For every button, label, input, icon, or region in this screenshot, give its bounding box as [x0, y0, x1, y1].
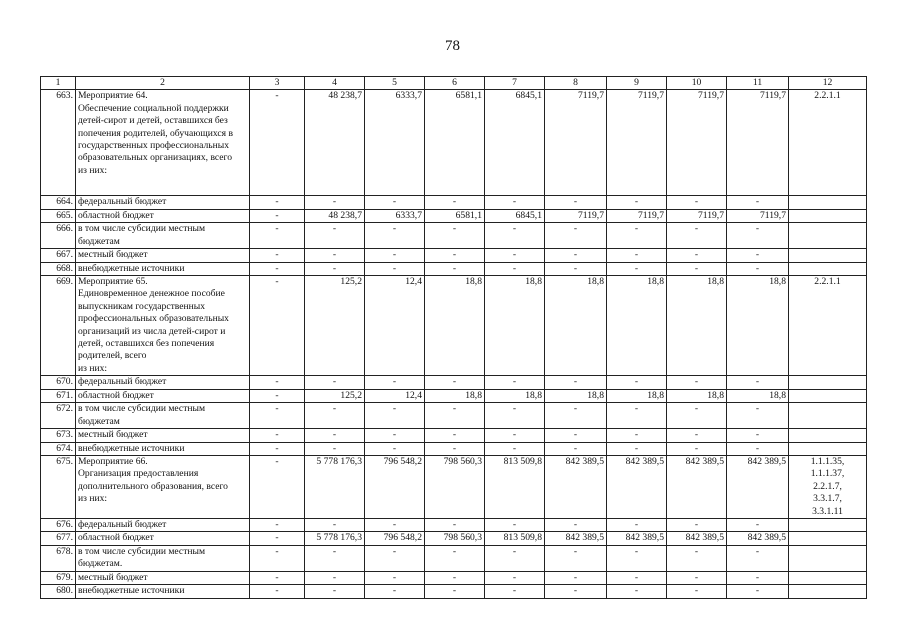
col3-cell: -: [250, 262, 305, 275]
col4-value-cell: -: [305, 442, 365, 455]
col7-value-cell: -: [485, 442, 545, 455]
col7-value-cell: -: [485, 545, 545, 571]
col8-value-cell: -: [545, 223, 607, 249]
col10-value-cell: 7119,7: [667, 209, 727, 222]
table-row: [41, 389, 867, 402]
table-row: [41, 90, 867, 196]
col11-value-cell: 842 389,5: [727, 455, 789, 518]
col3-cell: -: [250, 545, 305, 571]
col11-value-cell: -: [727, 249, 789, 262]
header-cell: 4: [305, 77, 365, 90]
col8-value-cell: 18,8: [545, 389, 607, 402]
col6-value-cell: -: [425, 545, 485, 571]
table-row: [41, 196, 867, 209]
table-row: [41, 518, 867, 531]
col10-value-cell: 842 389,5: [667, 532, 727, 545]
col10-value-cell: 7119,7: [667, 90, 727, 196]
header-cell: 3: [250, 77, 305, 90]
col8-value-cell: -: [545, 249, 607, 262]
col6-value-cell: 18,8: [425, 276, 485, 376]
col4-value-cell: -: [305, 545, 365, 571]
col5-value-cell: -: [365, 376, 425, 389]
indicator-code-cell: [789, 223, 867, 249]
col9-value-cell: -: [607, 571, 667, 584]
row-name-cell: федеральный бюджет: [76, 196, 250, 209]
header-cell: 6: [425, 77, 485, 90]
col10-value-cell: -: [667, 376, 727, 389]
col6-value-cell: 798 560,3: [425, 532, 485, 545]
col8-value-cell: -: [545, 403, 607, 429]
row-number-cell: 664.: [41, 196, 76, 209]
col10-value-cell: -: [667, 249, 727, 262]
indicator-code-cell: [789, 532, 867, 545]
col8-value-cell: -: [545, 442, 607, 455]
col4-value-cell: -: [305, 571, 365, 584]
col3-cell: -: [250, 518, 305, 531]
indicator-code-cell: [789, 403, 867, 429]
col3-cell: -: [250, 585, 305, 598]
col5-value-cell: -: [365, 196, 425, 209]
col5-value-cell: -: [365, 545, 425, 571]
row-name-cell: в том числе субсидии местным бюджетам: [76, 223, 250, 249]
col10-value-cell: -: [667, 223, 727, 249]
col5-value-cell: 12,4: [365, 276, 425, 376]
col4-value-cell: -: [305, 403, 365, 429]
page-number: 78: [445, 38, 460, 54]
header-cell: 11: [727, 77, 789, 90]
col11-value-cell: 18,8: [727, 389, 789, 402]
col11-value-cell: -: [727, 545, 789, 571]
col8-value-cell: -: [545, 429, 607, 442]
col10-value-cell: -: [667, 403, 727, 429]
col3-cell: -: [250, 276, 305, 376]
col3-cell: -: [250, 249, 305, 262]
row-number-cell: 679.: [41, 571, 76, 584]
col4-value-cell: -: [305, 249, 365, 262]
col4-value-cell: 125,2: [305, 276, 365, 376]
col9-value-cell: -: [607, 518, 667, 531]
col4-value-cell: -: [305, 429, 365, 442]
col5-value-cell: -: [365, 518, 425, 531]
col6-value-cell: -: [425, 196, 485, 209]
col6-value-cell: -: [425, 262, 485, 275]
col7-value-cell: 18,8: [485, 389, 545, 402]
col6-value-cell: -: [425, 403, 485, 429]
col11-value-cell: -: [727, 403, 789, 429]
col7-value-cell: 6845,1: [485, 90, 545, 196]
col5-value-cell: -: [365, 223, 425, 249]
header-cell: 8: [545, 77, 607, 90]
table-row: [41, 532, 867, 545]
col10-value-cell: 18,8: [667, 276, 727, 376]
header-cell: 1: [41, 77, 76, 90]
table-row: [41, 545, 867, 571]
col4-value-cell: -: [305, 376, 365, 389]
col5-value-cell: -: [365, 585, 425, 598]
indicator-code-cell: [789, 518, 867, 531]
col10-value-cell: -: [667, 442, 727, 455]
col6-value-cell: -: [425, 223, 485, 249]
col11-value-cell: 7119,7: [727, 90, 789, 196]
col11-value-cell: -: [727, 429, 789, 442]
col7-value-cell: -: [485, 249, 545, 262]
col9-value-cell: -: [607, 442, 667, 455]
row-name-cell: внебюджетные источники: [76, 262, 250, 275]
col9-value-cell: -: [607, 403, 667, 429]
col10-value-cell: 842 389,5: [667, 455, 727, 518]
col10-value-cell: -: [667, 585, 727, 598]
indicator-code-cell: [789, 249, 867, 262]
indicator-code-cell: [789, 545, 867, 571]
col6-value-cell: 18,8: [425, 389, 485, 402]
col11-value-cell: 842 389,5: [727, 532, 789, 545]
table-body: [41, 90, 867, 598]
header-cell: 10: [667, 77, 727, 90]
col4-value-cell: 5 778 176,3: [305, 532, 365, 545]
col11-value-cell: 7119,7: [727, 209, 789, 222]
budget-table: [40, 76, 867, 599]
col9-value-cell: -: [607, 223, 667, 249]
indicator-code-cell: 1.1.1.35, 1.1.1.37, 2.2.1.7, 3.3.1.7, 3.3.1.11: [789, 455, 867, 518]
table-row: [41, 376, 867, 389]
col4-value-cell: -: [305, 518, 365, 531]
col11-value-cell: -: [727, 585, 789, 598]
col8-value-cell: 842 389,5: [545, 455, 607, 518]
table-row: [41, 571, 867, 584]
col9-value-cell: -: [607, 545, 667, 571]
col11-value-cell: -: [727, 223, 789, 249]
row-name-cell: внебюджетные источники: [76, 442, 250, 455]
col4-value-cell: -: [305, 223, 365, 249]
table-row: [41, 403, 867, 429]
col5-value-cell: 6333,7: [365, 90, 425, 196]
col5-value-cell: -: [365, 429, 425, 442]
col6-value-cell: -: [425, 376, 485, 389]
indicator-code-cell: 2.2.1.1: [789, 276, 867, 376]
col7-value-cell: 813 509,8: [485, 532, 545, 545]
col8-value-cell: 7119,7: [545, 90, 607, 196]
col10-value-cell: -: [667, 518, 727, 531]
col9-value-cell: -: [607, 585, 667, 598]
col11-value-cell: -: [727, 442, 789, 455]
col6-value-cell: 798 560,3: [425, 455, 485, 518]
col5-value-cell: 12,4: [365, 389, 425, 402]
col8-value-cell: -: [545, 545, 607, 571]
table-row: [41, 429, 867, 442]
row-name-cell: местный бюджет: [76, 571, 250, 584]
col9-value-cell: 7119,7: [607, 90, 667, 196]
indicator-code-cell: [789, 389, 867, 402]
col3-cell: -: [250, 209, 305, 222]
row-number-cell: 668.: [41, 262, 76, 275]
col7-value-cell: -: [485, 585, 545, 598]
col3-cell: -: [250, 532, 305, 545]
col7-value-cell: 813 509,8: [485, 455, 545, 518]
indicator-code-cell: [789, 429, 867, 442]
col4-value-cell: -: [305, 262, 365, 275]
col3-cell: -: [250, 223, 305, 249]
col7-value-cell: -: [485, 196, 545, 209]
col3-cell: -: [250, 376, 305, 389]
col10-value-cell: -: [667, 262, 727, 275]
col7-value-cell: -: [485, 571, 545, 584]
row-name-cell: Мероприятие 65. Единовременное денежное пособие выпускникам государственных профессиональных образовательных организаций из числа детей-сирот и детей, оставшихся без попечения родителей, всего из них:: [76, 276, 250, 376]
col4-value-cell: 48 238,7: [305, 209, 365, 222]
row-number-cell: 672.: [41, 403, 76, 429]
col8-value-cell: -: [545, 571, 607, 584]
row-number-cell: 676.: [41, 518, 76, 531]
col11-value-cell: -: [727, 262, 789, 275]
row-name-cell: местный бюджет: [76, 249, 250, 262]
row-name-cell: в том числе субсидии местным бюджетам.: [76, 545, 250, 571]
row-name-cell: областной бюджет: [76, 209, 250, 222]
row-number-cell: 673.: [41, 429, 76, 442]
col8-value-cell: -: [545, 585, 607, 598]
col8-value-cell: -: [545, 196, 607, 209]
row-name-cell: местный бюджет: [76, 429, 250, 442]
indicator-code-cell: [789, 571, 867, 584]
col9-value-cell: -: [607, 262, 667, 275]
indicator-code-cell: [789, 209, 867, 222]
row-name-cell: в том числе субсидии местным бюджетам: [76, 403, 250, 429]
col9-value-cell: 7119,7: [607, 209, 667, 222]
row-number-cell: 666.: [41, 223, 76, 249]
col9-value-cell: 18,8: [607, 389, 667, 402]
row-number-cell: 675.: [41, 455, 76, 518]
col9-value-cell: 842 389,5: [607, 532, 667, 545]
indicator-code-cell: [789, 585, 867, 598]
indicator-code-cell: [789, 262, 867, 275]
col4-value-cell: 5 778 176,3: [305, 455, 365, 518]
col8-value-cell: -: [545, 376, 607, 389]
col9-value-cell: -: [607, 249, 667, 262]
col8-value-cell: 18,8: [545, 276, 607, 376]
indicator-code-cell: 2.2.1.1: [789, 90, 867, 196]
col6-value-cell: -: [425, 518, 485, 531]
header-cell: 2: [76, 77, 250, 90]
col3-cell: -: [250, 442, 305, 455]
col7-value-cell: -: [485, 403, 545, 429]
table-row: [41, 262, 867, 275]
row-name-cell: внебюджетные источники: [76, 585, 250, 598]
row-name-cell: Мероприятие 66. Организация предоставления дополнительного образования, всего из них:: [76, 455, 250, 518]
col8-value-cell: 7119,7: [545, 209, 607, 222]
table-row: [41, 276, 867, 376]
col11-value-cell: -: [727, 376, 789, 389]
table-row: [41, 209, 867, 222]
col4-value-cell: -: [305, 585, 365, 598]
row-number-cell: 680.: [41, 585, 76, 598]
col5-value-cell: 796 548,2: [365, 532, 425, 545]
col6-value-cell: 6581,1: [425, 209, 485, 222]
col4-value-cell: 48 238,7: [305, 90, 365, 196]
header-cell: 5: [365, 77, 425, 90]
col11-value-cell: -: [727, 571, 789, 584]
row-name-cell: областной бюджет: [76, 389, 250, 402]
row-number-cell: 669.: [41, 276, 76, 376]
col10-value-cell: 18,8: [667, 389, 727, 402]
col6-value-cell: -: [425, 249, 485, 262]
header-cell: 7: [485, 77, 545, 90]
col7-value-cell: -: [485, 429, 545, 442]
header-cell: 9: [607, 77, 667, 90]
row-number-cell: 670.: [41, 376, 76, 389]
col5-value-cell: -: [365, 442, 425, 455]
col8-value-cell: -: [545, 518, 607, 531]
table-row: [41, 223, 867, 249]
row-number-cell: 674.: [41, 442, 76, 455]
col7-value-cell: 18,8: [485, 276, 545, 376]
row-number-cell: 677.: [41, 532, 76, 545]
col3-cell: -: [250, 455, 305, 518]
row-number-cell: 671.: [41, 389, 76, 402]
col3-cell: -: [250, 196, 305, 209]
row-name-cell: Мероприятие 64. Обеспечение социальной поддержки детей-сирот и детей, оставшихся без попечения родителей, обучающихся в государственных профессиональных образовательных организациях, всего из них:: [76, 90, 250, 196]
col11-value-cell: 18,8: [727, 276, 789, 376]
table-row: [41, 455, 867, 518]
col7-value-cell: -: [485, 262, 545, 275]
col10-value-cell: -: [667, 571, 727, 584]
col7-value-cell: 6845,1: [485, 209, 545, 222]
row-name-cell: областной бюджет: [76, 532, 250, 545]
col6-value-cell: -: [425, 571, 485, 584]
col3-cell: -: [250, 403, 305, 429]
row-number-cell: 678.: [41, 545, 76, 571]
col10-value-cell: -: [667, 196, 727, 209]
col5-value-cell: -: [365, 249, 425, 262]
col9-value-cell: -: [607, 196, 667, 209]
col10-value-cell: -: [667, 429, 727, 442]
col7-value-cell: -: [485, 518, 545, 531]
table-row: [41, 585, 867, 598]
row-name-cell: федеральный бюджет: [76, 376, 250, 389]
col3-cell: -: [250, 571, 305, 584]
table-row: [41, 249, 867, 262]
row-number-cell: 663.: [41, 90, 76, 196]
col5-value-cell: 6333,7: [365, 209, 425, 222]
col9-value-cell: 842 389,5: [607, 455, 667, 518]
col10-value-cell: -: [667, 545, 727, 571]
indicator-code-cell: [789, 196, 867, 209]
col3-cell: -: [250, 429, 305, 442]
row-number-cell: 667.: [41, 249, 76, 262]
col11-value-cell: -: [727, 518, 789, 531]
indicator-code-cell: [789, 442, 867, 455]
header-row: [41, 77, 867, 90]
col6-value-cell: -: [425, 442, 485, 455]
col5-value-cell: -: [365, 262, 425, 275]
indicator-code-cell: [789, 376, 867, 389]
col3-cell: -: [250, 389, 305, 402]
col5-value-cell: -: [365, 403, 425, 429]
col8-value-cell: 842 389,5: [545, 532, 607, 545]
col6-value-cell: -: [425, 429, 485, 442]
table-row: [41, 442, 867, 455]
col5-value-cell: -: [365, 571, 425, 584]
col7-value-cell: -: [485, 376, 545, 389]
col6-value-cell: -: [425, 585, 485, 598]
col7-value-cell: -: [485, 223, 545, 249]
col3-cell: -: [250, 90, 305, 196]
row-number-cell: 665.: [41, 209, 76, 222]
col4-value-cell: 125,2: [305, 389, 365, 402]
row-name-cell: федеральный бюджет: [76, 518, 250, 531]
col6-value-cell: 6581,1: [425, 90, 485, 196]
col8-value-cell: -: [545, 262, 607, 275]
col4-value-cell: -: [305, 196, 365, 209]
col9-value-cell: 18,8: [607, 276, 667, 376]
col11-value-cell: -: [727, 196, 789, 209]
col9-value-cell: -: [607, 376, 667, 389]
header-cell: 12: [789, 77, 867, 90]
col9-value-cell: -: [607, 429, 667, 442]
col5-value-cell: 796 548,2: [365, 455, 425, 518]
